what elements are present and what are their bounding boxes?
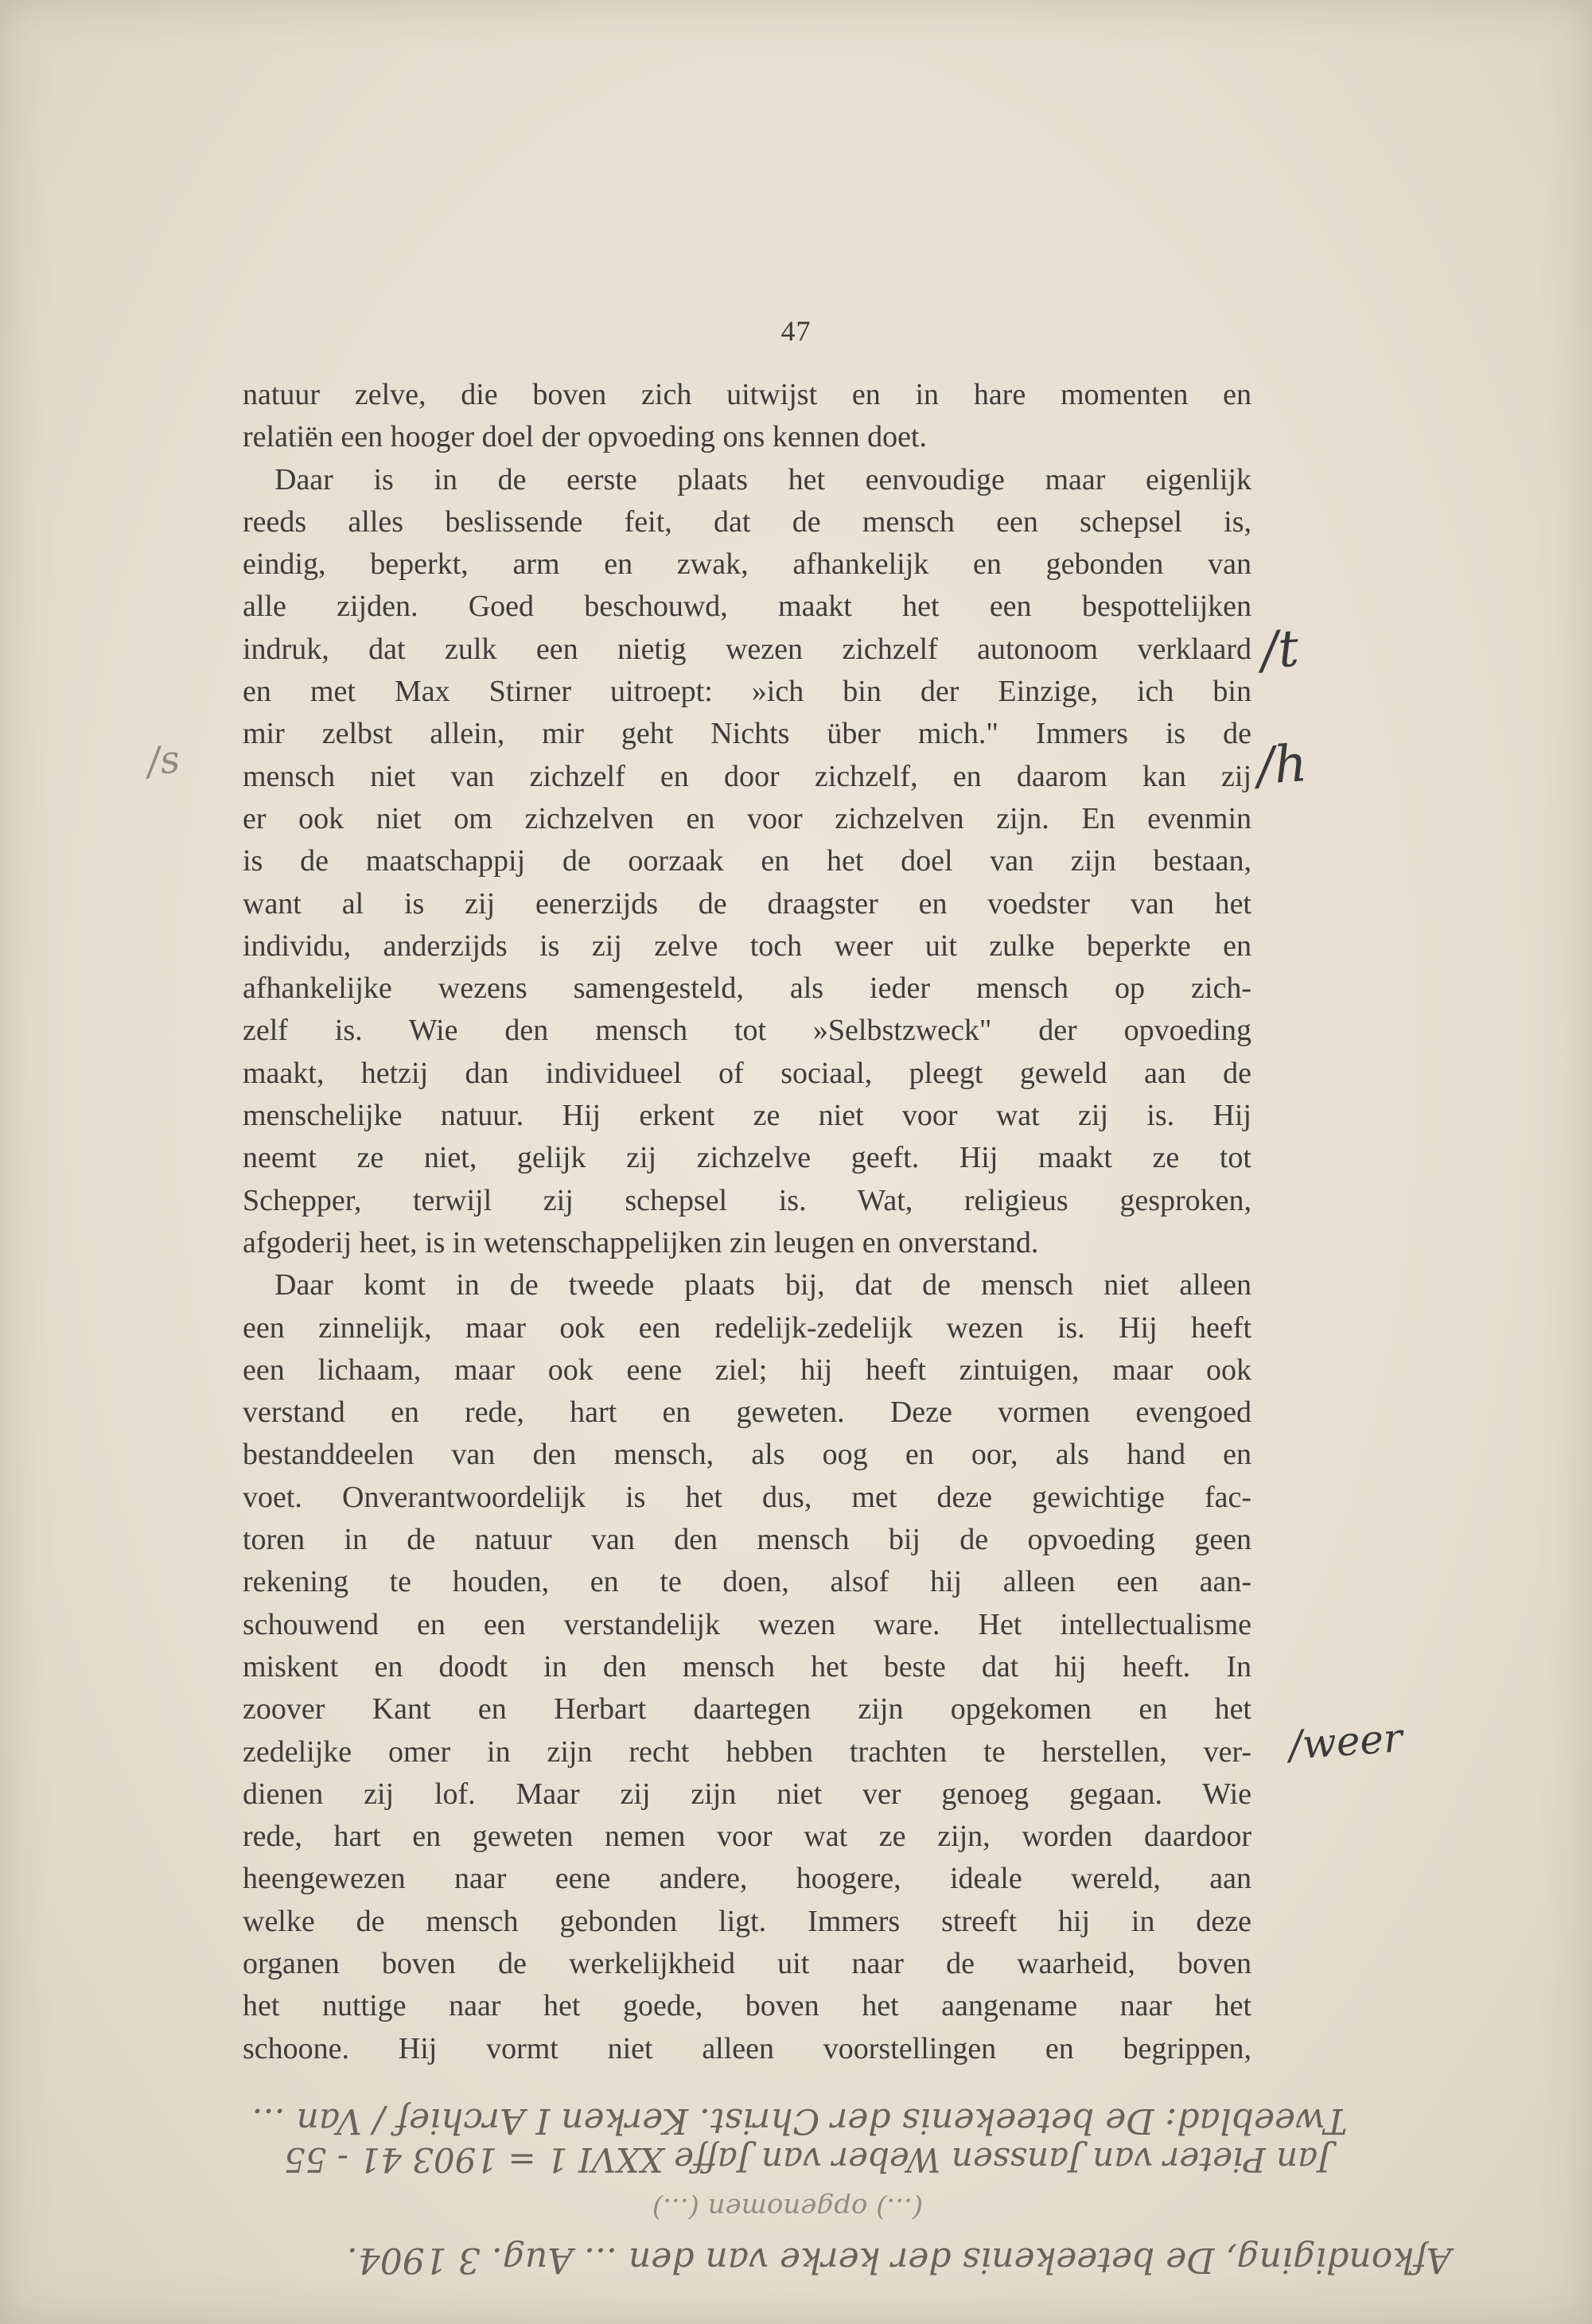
text-line: heengewezen naar eene andere, hoogere, ideale wereld, aan [243, 1862, 1251, 1896]
text-line: schoone. Hij vormt niet alleen voorstellingen en begrippen, [243, 2031, 1251, 2065]
text-line: zoover Kant en Herbart daartegen zijn opgekomen en het [243, 1692, 1251, 1726]
text-line: miskent en doodt in den mensch het beste dat hij heeft. In [243, 1649, 1251, 1684]
text-line: verstand en rede, hart en geweten. Deze vormen evengoed [243, 1396, 1251, 1430]
text-line: reeds alles beslissende feit, dat de mensch een schepsel is, [243, 504, 1251, 539]
text-line: en met Max Stirner uitroept: »ich bin der Einzige, ich bin [243, 675, 1251, 709]
text-line: er ook niet om zichzelven en voor zichzelven zijn. En evenmin [243, 801, 1251, 835]
text-line: welke de mensch gebonden ligt. Immers streeft hij in deze [243, 1904, 1251, 1938]
page-number: 47 [780, 315, 812, 347]
margin-correction-s: /s [145, 737, 182, 784]
text-line: een lichaam, maar ook eene ziel; hij heeft zintuigen, maar ook [243, 1353, 1251, 1387]
text-line: natuur zelve, die boven zich uitwijst en in hare momenten en [243, 378, 1251, 411]
handwritten-footer-line: (...) opgenomen (...) [652, 2192, 924, 2224]
text-line: want al is zij eenerzijds de draagster en voedster van het [243, 886, 1251, 921]
text-line: neemt ze niet, gelijk zij zichzelve geeft. Hij maakt ze tot [243, 1141, 1251, 1175]
text-line: organen boven de werkelijkheid uit naar de waarheid, boven [243, 1946, 1251, 1980]
text-line: rede, hart en geweten nemen voor wat ze zijn, worden daardoor [243, 1820, 1251, 1854]
margin-correction-h: /h [1255, 734, 1310, 797]
text-line: is de maatschappij de oorzaak en het doel van zijn bestaan, [243, 844, 1251, 878]
margin-correction-t: /t [1259, 619, 1301, 681]
text-line: indruk, dat zulk een nietig wezen zichzelf autonoom verklaard [243, 632, 1251, 666]
text-line: afgoderij heet, is in wetenschappelijken zin leugen en onverstand. [243, 1225, 1039, 1259]
text-line: Daar komt in de tweede plaats bij, dat de mensch niet alleen [274, 1268, 1251, 1302]
text-line: maakt, hetzij dan individueel of sociaal, pleegt geweld aan de [243, 1056, 1251, 1090]
text-line: voet. Onverantwoordelijk is het dus, met deze gewichtige fac- [243, 1480, 1251, 1514]
text-line: toren in de natuur van den mensch bij de opvoeding geen [243, 1523, 1251, 1557]
text-line: afhankelijke wezens samengesteld, als ieder mensch op zich- [243, 971, 1251, 1006]
text-line: eindig, beperkt, arm en zwak, afhankelijk en gebonden van [243, 547, 1251, 582]
text-line: rekening te houden, en te doen, alsof hij alleen een aan- [243, 1565, 1251, 1599]
text-line: Schepper, terwijl zij schepsel is. Wat, religieus gesproken, [243, 1183, 1251, 1217]
text-line: individu, anderzijds is zij zelve toch weer uit zulke beperkte en [243, 928, 1251, 963]
handwritten-footer-line: Tweeblad: De beteekenis der Christ. Kerken I Archief / Van ... [251, 2100, 1348, 2141]
text-line: een zinnelijk, maar ook een redelijk-zedelijk wezen is. Hij heeft [243, 1310, 1251, 1345]
text-line: dienen zij lof. Maar zij zijn niet ver genoeg gegaan. Wie [243, 1777, 1251, 1811]
text-line: menschelijke natuur. Hij erkent ze niet voor wat zij is. Hij [243, 1099, 1251, 1133]
body-text [243, 374, 1251, 2070]
text-line: alle zijden. Goed beschouwd, maakt het een bespottelijken [243, 590, 1251, 624]
handwritten-footer-line: Jan Pieter van Janssen Weber van Jaffe XXVI 1 = 1903 41 - 55 [284, 2140, 1331, 2179]
text-line: zelf is. Wie den mensch tot »Selbstzweck" der opvoeding [243, 1014, 1251, 1048]
text-line: het nuttige naar het goede, boven het aangename naar het [243, 1989, 1251, 2023]
text-line: mir zelbst allein, mir geht Nichts über mich." Immers is de [243, 717, 1251, 751]
text-line: schouwend en een verstandelijk wezen ware. Het intellectualisme [243, 1607, 1251, 1641]
text-line: bestanddeelen van den mensch, als oog en oor, als hand en [243, 1438, 1251, 1472]
text-line: relatiën een hooger doel der opvoeding ons kennen doet. [243, 420, 927, 454]
margin-correction-weer: /weer [1287, 1715, 1404, 1769]
text-line: mensch niet van zichzelf en door zichzelf, en daarom kan zij [243, 759, 1251, 793]
text-line: Daar is in de eerste plaats het eenvoudige maar eigenlijk [274, 462, 1251, 496]
handwritten-footer-line: Afkondiging, De beteekenis der kerke van den ... Aug. 3 1904. [346, 2240, 1452, 2280]
text-line: zedelijke omer in zijn recht hebben trachten te herstellen, ver- [243, 1734, 1251, 1769]
